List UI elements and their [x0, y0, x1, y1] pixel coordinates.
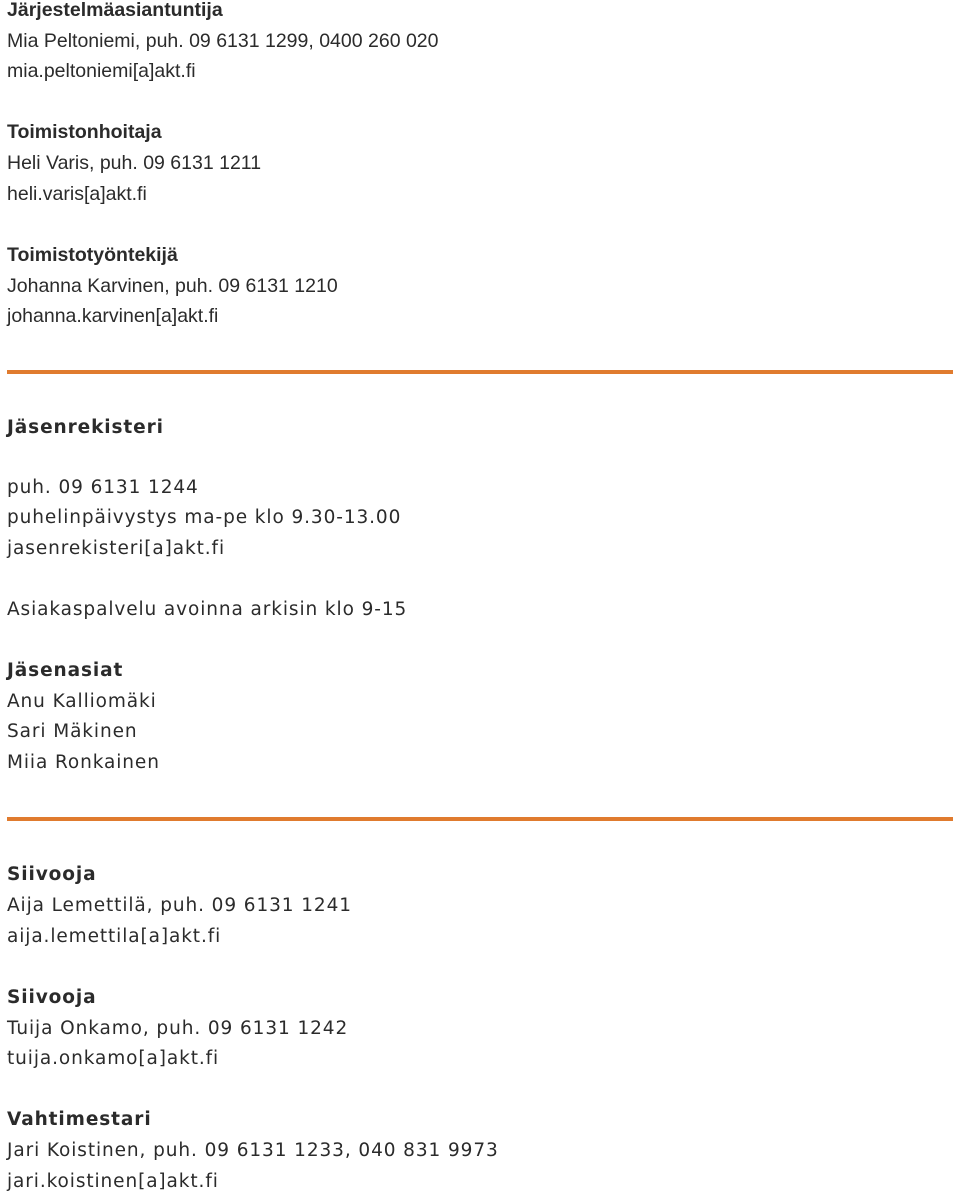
contact-email: heli.varis[a]akt.fi — [7, 183, 147, 205]
contact-name-phone: Aija Lemettilä, puh. 09 6131 1241 — [7, 895, 352, 916]
section-divider — [7, 370, 953, 374]
contact-role: Järjestelmäasiantuntija — [7, 0, 223, 21]
contact-email: mia.peltoniemi[a]akt.fi — [7, 60, 196, 82]
contact-role: Siivooja — [7, 864, 97, 885]
member-affairs-person: Sari Mäkinen — [7, 721, 138, 742]
contact-email: jari.koistinen[a]akt.fi — [7, 1171, 219, 1192]
contact-email: tuija.onkamo[a]akt.fi — [7, 1048, 220, 1069]
registry-email: jasenrekisteri[a]akt.fi — [7, 538, 225, 559]
member-affairs-person: Miia Ronkainen — [7, 752, 160, 773]
contact-email: johanna.karvinen[a]akt.fi — [7, 305, 219, 327]
section-title: Jäsenrekisteri — [7, 417, 164, 438]
contact-name-phone: Tuija Onkamo, puh. 09 6131 1242 — [7, 1018, 349, 1039]
member-affairs-person: Anu Kalliomäki — [7, 691, 157, 712]
contact-name-phone: Jari Koistinen, puh. 09 6131 1233, 040 831 9973 — [7, 1140, 499, 1161]
contact-role: Toimistotyöntekijä — [7, 244, 178, 266]
contact-name-phone: Johanna Karvinen, puh. 09 6131 1210 — [7, 275, 338, 297]
service-hours: Asiakaspalvelu avoinna arkisin klo 9-15 — [7, 599, 408, 620]
contact-role: Siivooja — [7, 987, 97, 1008]
contact-name-phone: Mia Peltoniemi, puh. 09 6131 1299, 0400 260 020 — [7, 30, 439, 52]
contact-email: aija.lemettila[a]akt.fi — [7, 926, 222, 947]
registry-phone-hours: puhelinpäivystys ma-pe klo 9.30-13.00 — [7, 507, 402, 528]
contact-role: Toimistonhoitaja — [7, 121, 162, 143]
member-affairs-title: Jäsenasiat — [7, 660, 124, 681]
contact-role: Vahtimestari — [7, 1109, 152, 1130]
contact-name-phone: Heli Varis, puh. 09 6131 1211 — [7, 152, 262, 174]
registry-phone: puh. 09 6131 1244 — [7, 477, 199, 498]
section-divider — [7, 817, 953, 821]
